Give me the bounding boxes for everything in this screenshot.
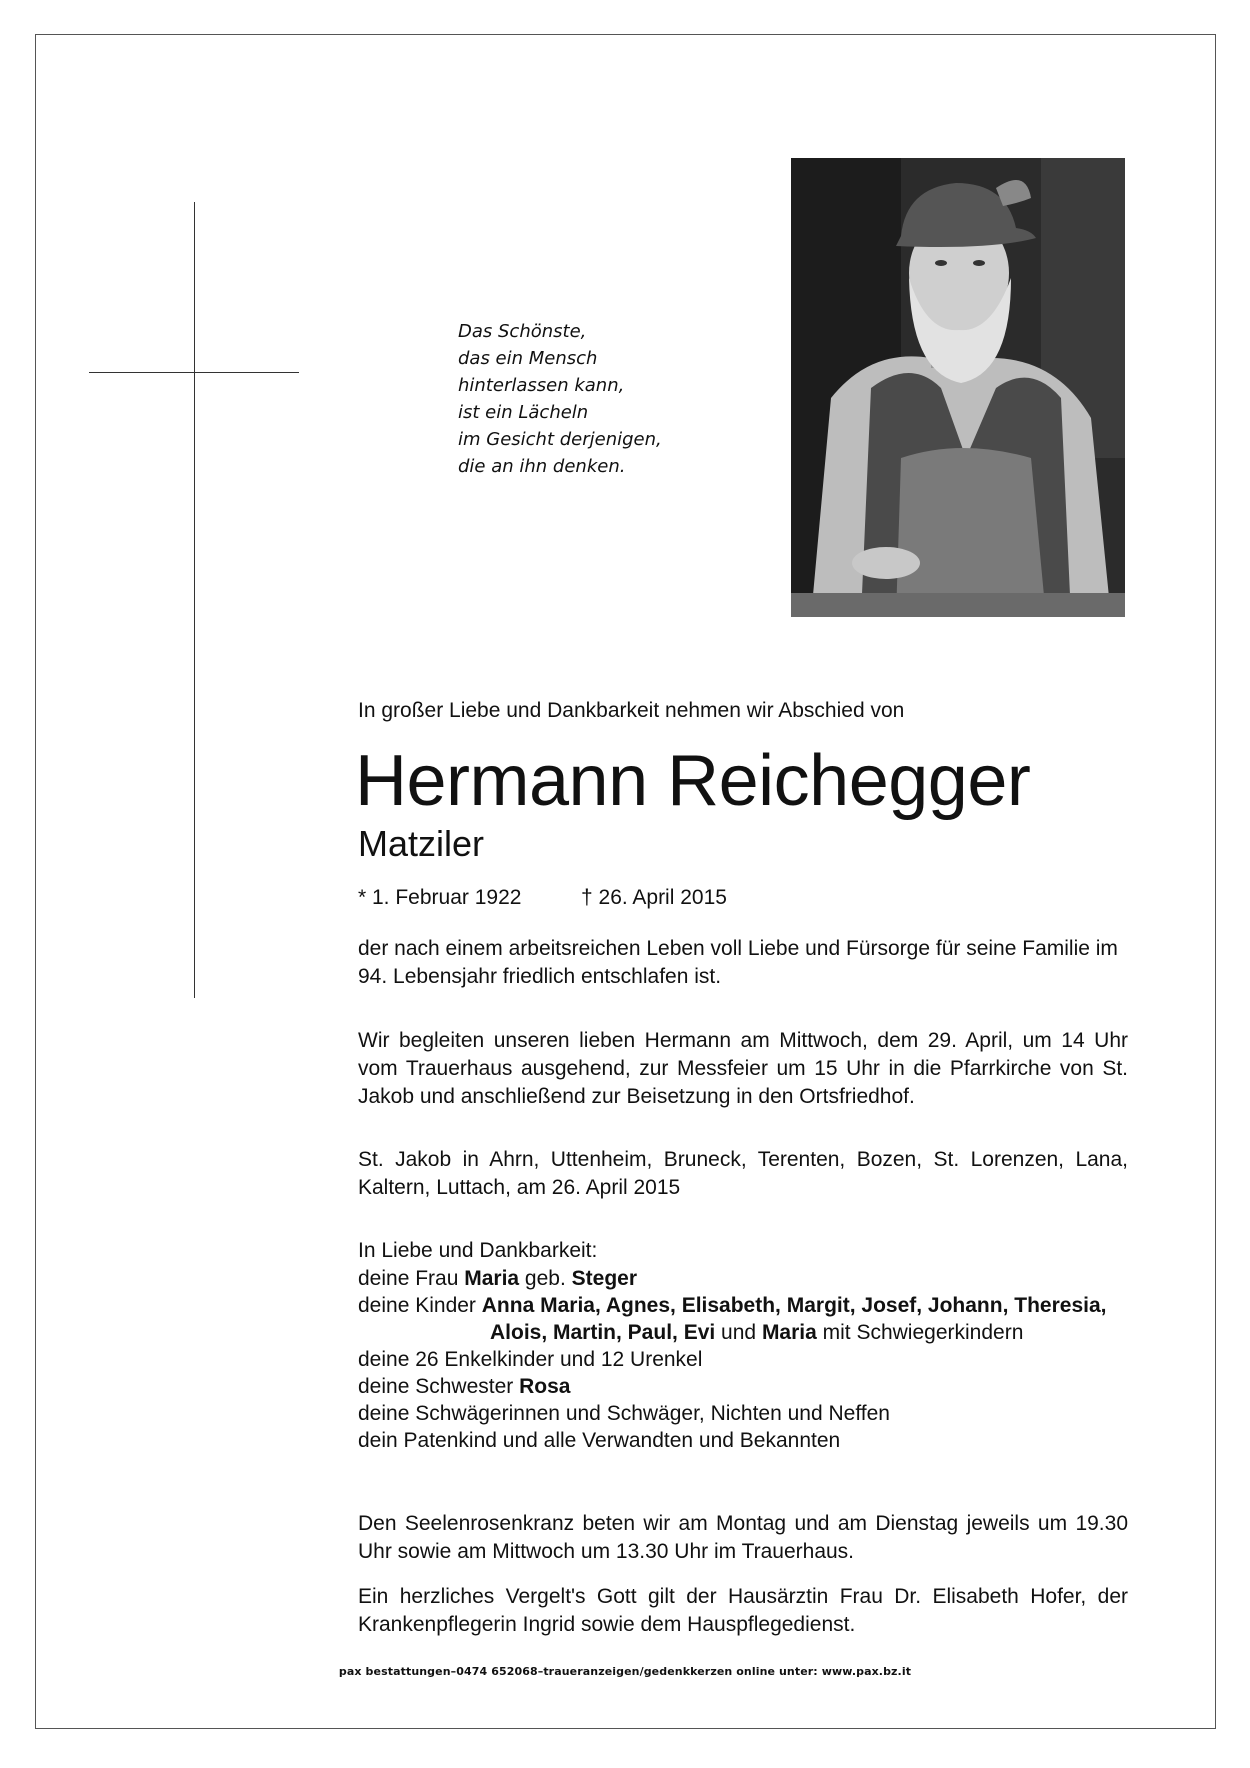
cross-vertical-line <box>194 202 195 998</box>
quote-line: hinterlassen kann, <box>458 375 625 396</box>
family-list <box>358 1265 1138 1454</box>
family-row-others: dein Patenkind und alle Verwandten und Bekannten <box>358 1429 841 1452</box>
sister-prefix: deine Schwester <box>358 1375 520 1398</box>
quote-line: im Gesicht derjenigen, <box>458 429 662 450</box>
portrait-illustration <box>791 158 1125 617</box>
thanks-text: Ein herzliches Vergelt's Gott gilt der Hausärztin Frau Dr. Elisabeth Hofer, der Krankenpflegerin Ingrid sowie dem Hauspflegedienst. <box>358 1585 1128 1636</box>
family-row-children-cont <box>358 1319 1138 1346</box>
children-last-name: Maria <box>761 1321 817 1344</box>
locations-date: St. Jakob in Ahrn, Uttenheim, Bruneck, Terenten, Bozen, St. Lorenzen, Lana, Kaltern, Luttach, am 26. April 2015 <box>358 1148 1128 1199</box>
children-prefix: deine Kinder <box>358 1294 482 1317</box>
family-row-grandchildren: deine 26 Enkelkinder und 12 Urenkel <box>358 1348 703 1371</box>
life-dates <box>358 884 727 912</box>
wife-name: Maria <box>464 1267 520 1290</box>
deceased-nickname: Matziler <box>358 823 485 864</box>
intro-text: In großer Liebe und Dankbarkeit nehmen wir Abschied von <box>358 699 905 722</box>
family-row-inlaws: deine Schwägerinnen und Schwäger, Nichten und Neffen <box>358 1402 890 1425</box>
family-row-sister <box>358 1373 1138 1400</box>
passing-text: der nach einem arbeitsreichen Leben voll Liebe und Fürsorge für seine Familie im 94. Lebensjahr friedlich entschlafen ist. <box>358 937 1118 988</box>
children-suffix: mit Schwiegerkindern <box>816 1321 1024 1344</box>
cross-horizontal-line <box>89 372 299 373</box>
rosary-info: Den Seelenrosenkranz beten wir am Montag und am Dienstag jeweils um 19.30 Uhr sowie am Mittwoch um 13.30 Uhr im Trauerhaus. <box>358 1512 1128 1563</box>
family-row-wife <box>358 1265 1138 1292</box>
death-date: † 26. April 2015 <box>581 886 727 909</box>
children-names-2: Alois, Martin, Paul, Evi <box>490 1321 716 1344</box>
funeral-info: Wir begleiten unseren lieben Hermann am Mittwoch, dem 29. April, um 14 Uhr vom Trauerhaus ausgehend, zur Messfeier um 15 Uhr in die Pfarrkirche von St. Jakob und anschließend zur Beisetzung in den Ortsfriedhof. <box>358 1029 1128 1108</box>
family-intro: In Liebe und Dankbarkeit: <box>358 1239 598 1262</box>
children-mid: und <box>715 1321 762 1344</box>
quote-line: Das Schönste, <box>458 321 587 342</box>
family-row-children <box>358 1292 1138 1319</box>
wife-prefix: deine Frau <box>358 1267 465 1290</box>
quote-line: die an ihn denken. <box>458 456 626 477</box>
sister-name: Rosa <box>519 1375 571 1398</box>
birth-date: * 1. Februar 1922 <box>358 886 522 909</box>
portrait-photo <box>791 158 1125 617</box>
deceased-name: Hermann Reichegger <box>355 741 1031 821</box>
footer-funeral-home: pax bestattungen–0474 652068–traueranzeigen/gedenkkerzen online unter: www.pax.bz.it <box>338 1665 912 1678</box>
quote-line: das ein Mensch <box>458 348 598 369</box>
children-names-1: Anna Maria, Agnes, Elisabeth, Margit, Josef, Johann, Theresia, <box>481 1294 1107 1317</box>
memorial-quote <box>458 318 758 480</box>
wife-mid: geb. <box>519 1267 572 1290</box>
wife-maiden-name: Steger <box>571 1267 637 1290</box>
quote-line: ist ein Lächeln <box>458 402 589 423</box>
